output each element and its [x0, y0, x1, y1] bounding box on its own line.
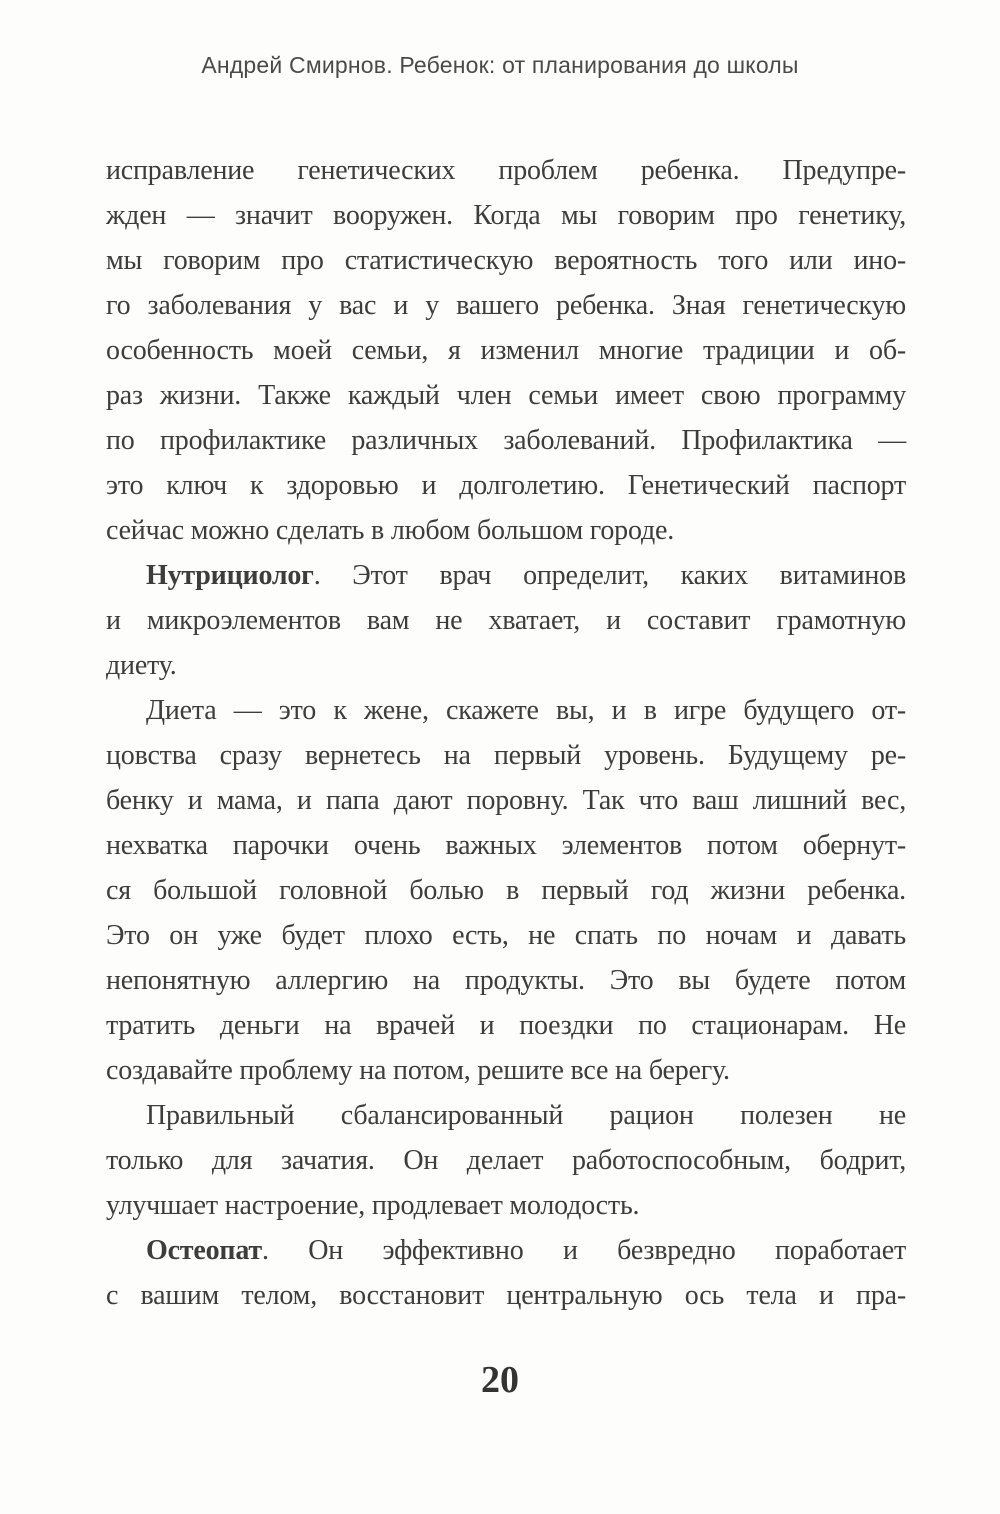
paragraph-lead-word: Остеопат [146, 1235, 262, 1266]
page-text [106, 148, 906, 1318]
text-line: только для зачатия. Он делает работоспособным, бодрит, [106, 1145, 906, 1176]
text-line: с вашим телом, восстановит центральную ось тела и пра- [106, 1280, 906, 1311]
text-line: Правильный сбалансированный рацион полезен не [146, 1100, 906, 1131]
text-line: это ключ к здоровью и долголетию. Генетический паспорт [106, 470, 906, 501]
text-line: бенку и мама, и папа дают поровну. Так что ваш лишний вес, [106, 785, 906, 816]
text-line: и микроэлементов вам не хватает, и составит грамотную [106, 605, 906, 636]
text-line: жден — значит вооружен. Когда мы говорим про генетику, [106, 200, 906, 231]
text-line: цовства сразу вернетесь на первый уровень. Будущему ре- [106, 740, 906, 771]
text-line: Нутрициолог. Этот врач определит, каких витаминов [146, 560, 906, 591]
text-line: ся большой головной болью в первый год жизни ребенка. [106, 875, 906, 906]
text-line: особенность моей семьи, я изменил многие традиции и об- [106, 335, 906, 366]
text-line: го заболевания у вас и у вашего ребенка. Зная генетическую [106, 290, 906, 321]
text-line: непонятную аллергию на продукты. Это вы будете потом [106, 965, 906, 996]
text-line: Остеопат. Он эффективно и безвредно поработает [146, 1235, 906, 1266]
text-line: создавайте проблему на потом, решите все на берегу. [106, 1055, 730, 1086]
running-title: Андрей Смирнов. Ребенок: от планирования до школы [201, 52, 799, 78]
text-line: Диета — это к жене, скажете вы, и в игре будущего от- [146, 695, 906, 726]
text-line: раз жизни. Также каждый член семьи имеет свою программу [106, 380, 906, 411]
text-line: мы говорим про статистическую вероятность того или ино- [106, 245, 906, 276]
text-line: диету. [106, 650, 177, 681]
text-line: исправление генетических проблем ребенка. Предупре- [106, 155, 906, 186]
text-line: тратить деньги на врачей и поездки по стационарам. Не [106, 1010, 906, 1041]
text-line: сейчас можно сделать в любом большом городе. [106, 515, 675, 546]
page-number: 20 [481, 1359, 519, 1401]
text-line: Это он уже будет плохо есть, не спать по ночам и давать [106, 920, 906, 951]
text-line: нехватка парочки очень важных элементов потом обернут- [106, 830, 906, 861]
text-line: по профилактике различных заболеваний. Профилактика — [106, 425, 906, 456]
paragraph-lead-word: Нутрициолог [146, 560, 314, 591]
text-line: улучшает настроение, продлевает молодость. [106, 1190, 640, 1221]
